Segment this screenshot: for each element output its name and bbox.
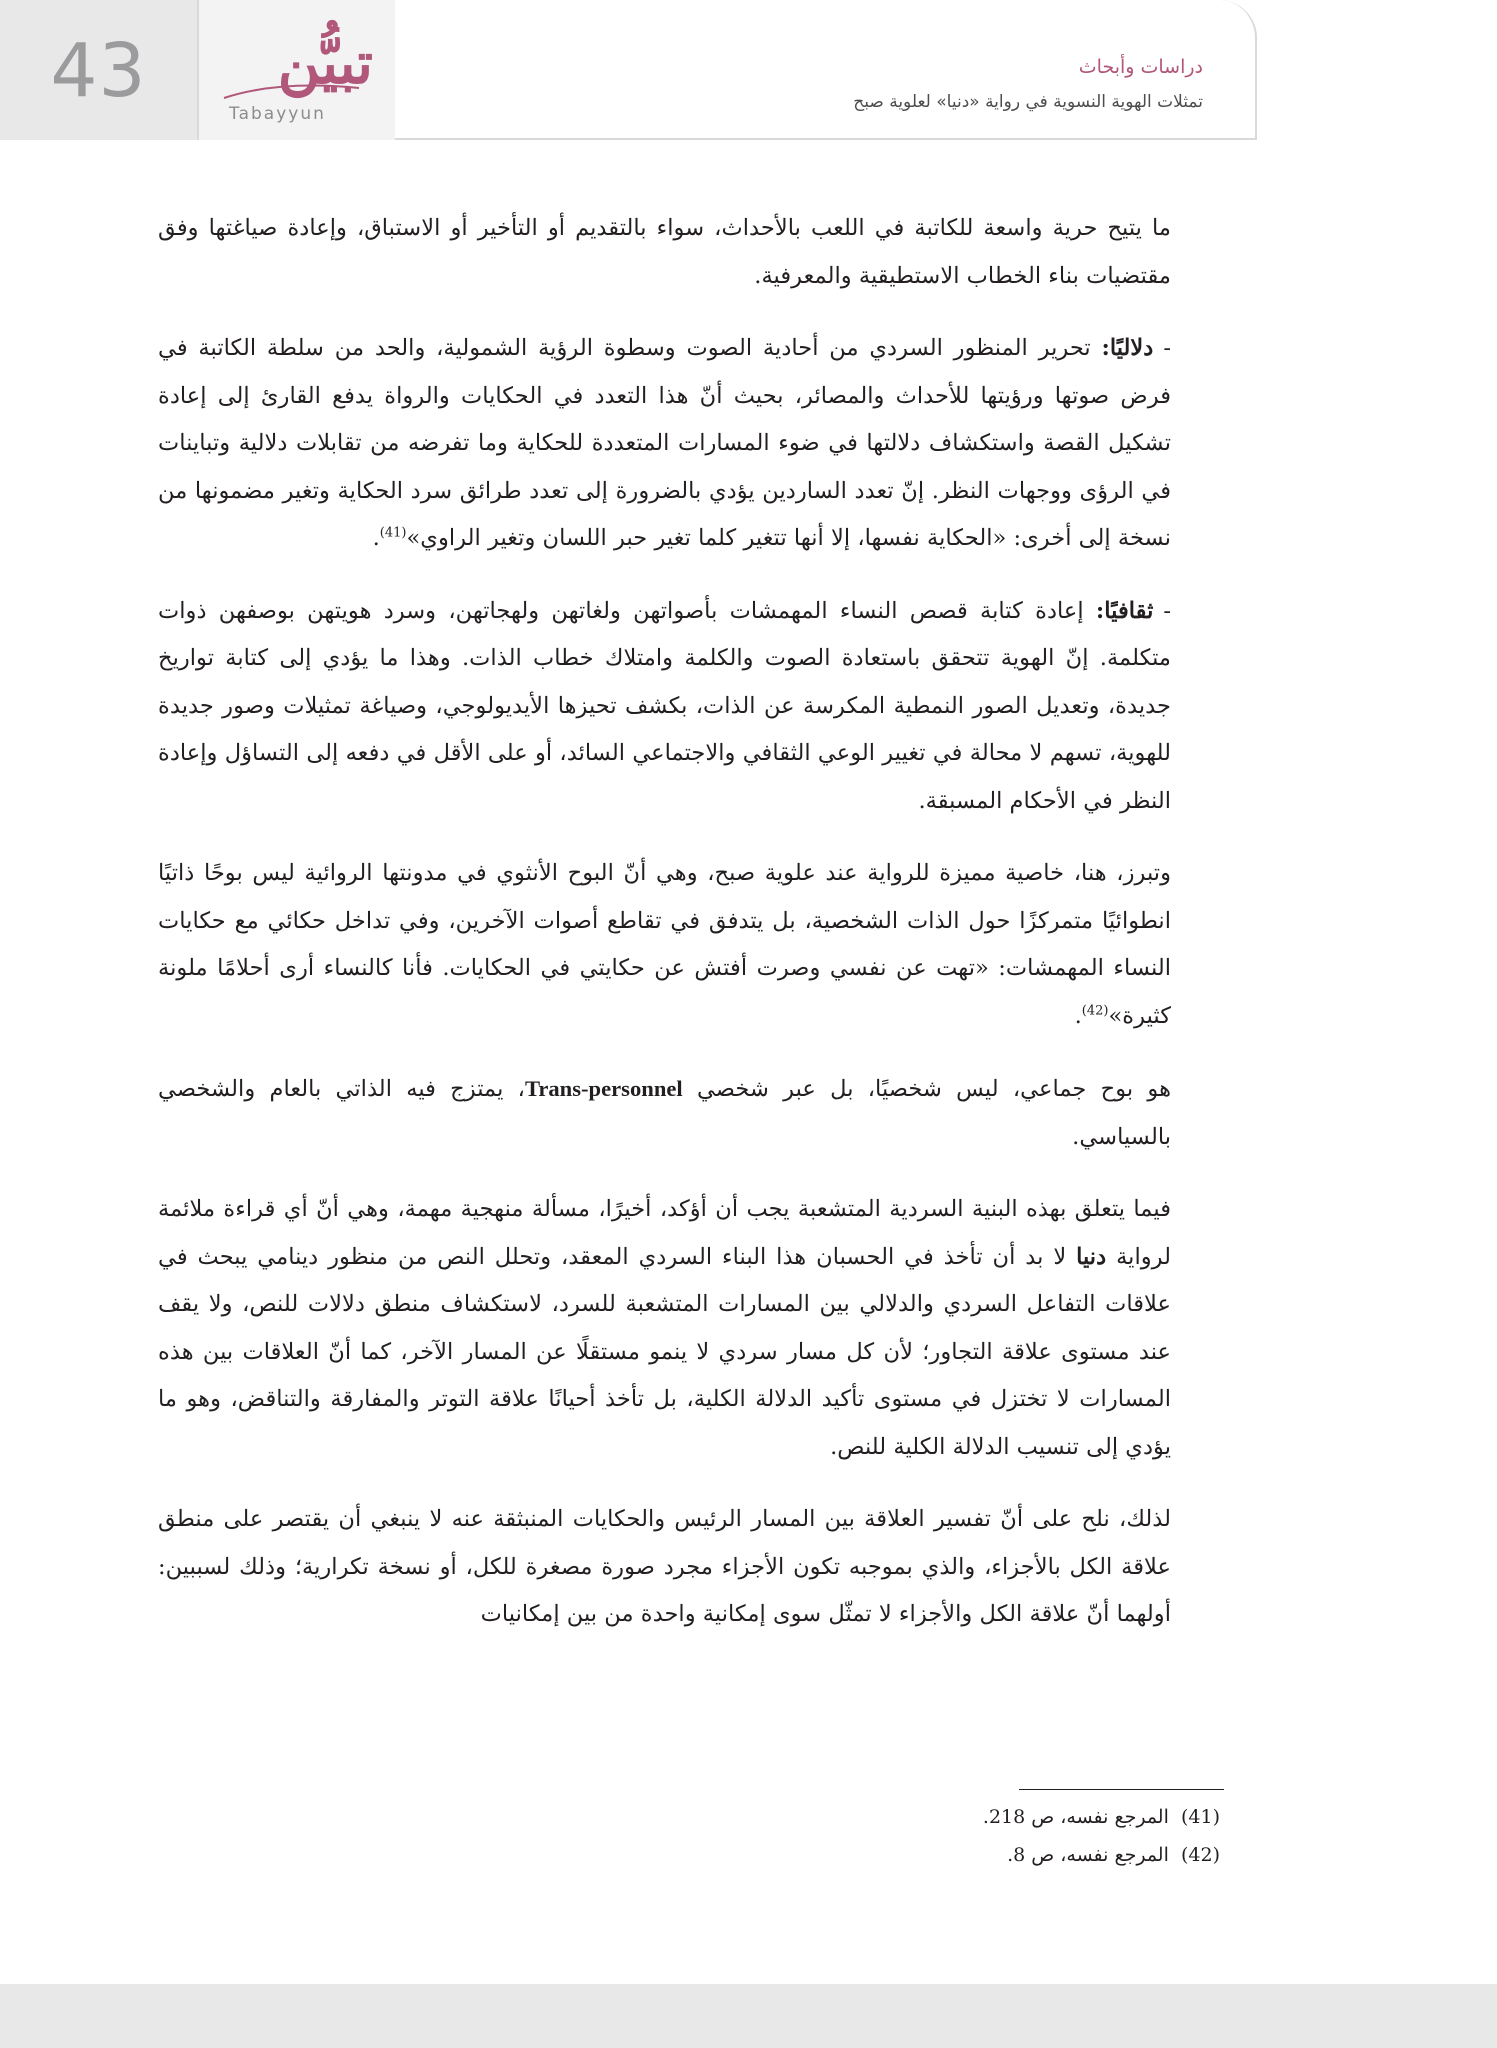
- bullet-semantic: -دلاليًا: تحرير المنظور السردي من أحادية الصوت وسطوة الرؤية الشمولية، والحد من سلطة الكاتبة في فرض صوتها ورؤيتها للأحداث والمصائر، بحيث أنّ هذا التعدد في الحكايات والرواة يدفع القارئ إلى إعادة تشكيل القصة واستكشاف دلالتها في ضوء المسارات المتعددة للحكاية وما تفرضه من تقابلات دلالية وتباينات في الرؤى ووجهات النظر. إنّ تعدد الساردين يؤدي بالضرورة إلى تعدد طرائق سرد الحكاية وتغير مضمونها من نسخة إلى أخرى: «الحكاية نفسها، إلا أنها تتغير كلما تغير حبر اللسان وتغير الراوي»$^{(41)}$.: [158, 335, 1171, 551]
- page-footer-band: [0, 1984, 1497, 2048]
- footnote-ref[interactable]: (42): [1081, 1002, 1109, 1018]
- footnote-number: (42): [1180, 1844, 1220, 1866]
- bullet-dash: -: [1163, 335, 1171, 361]
- page-number-box: [0, 0, 197, 140]
- foreign-term: Trans-personnel: [524, 1076, 683, 1101]
- footnote-text: المرجع نفسه، ص 218.: [982, 1806, 1169, 1828]
- footnote-ref[interactable]: (41): [379, 525, 407, 541]
- footnotes: [700, 1798, 1220, 1874]
- footnote-divider: [1019, 1789, 1224, 1790]
- page-number: 43: [50, 28, 147, 114]
- bullet-dash: -: [1163, 597, 1172, 624]
- logo-arabic-text: تبيُّن: [277, 29, 373, 97]
- paragraph-text: ، يمتزج فيه الذاتي بالعام والشخصي بالسياسي.: [158, 1076, 1171, 1150]
- bullet-cultural: [158, 588, 1171, 826]
- footnote-41: [700, 1798, 1220, 1836]
- footnote-42: [700, 1836, 1220, 1874]
- paragraph-4: [158, 1186, 1171, 1471]
- bullet-label: ثقافيًا:: [1095, 597, 1154, 624]
- section-label: دراسات وأبحاث: [1078, 56, 1203, 78]
- footnote-text: المرجع نفسه، ص 8.: [1007, 1844, 1169, 1866]
- footnote-number: (41): [1180, 1806, 1220, 1828]
- paragraph-3: [158, 1065, 1171, 1161]
- bullet-label: دلاليًا:: [1101, 335, 1154, 361]
- paragraph-2: وتبرز، هنا، خاصية مميزة للرواية عند علوية صبح، وهي أنّ البوح الأنثوي في مدونتها الروائية ليس بوحًا ذاتيًا انطوائيًا متمركزًا حول الذات الشخصية، بل يتدفق في تقاطع أصوات الآخرين، وفي تداخل حكائي مع حكايات النساء المهمشات: «تهت عن نفسي وصرت أفتش عن حكايتي في الحكايات. فأنا كالنساء أرى أحلامًا ملونة كثيرة»$^{(42)}$.: [158, 860, 1171, 1029]
- page-header: [0, 0, 1497, 140]
- header-title-box: [395, 0, 1257, 140]
- paragraph-text: فيما يتعلق بهذه البنية السردية المتشعبة يجب أن أؤكد، أخيرًا، مسألة منهجية مهمة، وهي أنّ أي قراءة ملائمة لرواية: [158, 1196, 1172, 1270]
- journal-logo: [197, 0, 395, 140]
- bullet-text: تحرير المنظور السردي من أحادية الصوت وسطوة الرؤية الشمولية، والحد من سلطة الكاتبة في فرض صوتها ورؤيتها للأحداث والمصائر، بحيث أنّ هذا التعدد في الحكايات والرواة يدفع القارئ إلى إعادة تشكيل القصة واستكشاف دلالتها في ضوء المسارات المتعددة للحكاية وما تفرضه من تقابلات دلالية وتباينات في الرؤى ووجهات النظر. إنّ تعدد الساردين يؤدي بالضرورة إلى تعدد طرائق سرد الحكاية وتغير مضمونها من نسخة إلى أخرى: «الحكاية نفسها، إلا أنها تتغير كلما تغير حبر اللسان وتغير الراوي»: [158, 335, 1171, 551]
- article-body: [158, 205, 1171, 1664]
- paragraph-text: هو بوح جماعي، ليس شخصيًا، بل عبر شخصي: [696, 1076, 1171, 1102]
- logo-latin-text: Tabayyun: [229, 104, 326, 124]
- paragraph-text: لا بد أن تأخذ في الحسبان هذا البناء السردي المعقد، وتحلل النص من منظور دينامي يبحث في علاقات التفاعل السردي والدلالي بين المسارات المتشعبة للسرد، لاستكشاف منطق دلالات للنص، ولا يقف عند مستوى علاقة التجاور؛ لأن كل مسار سردي لا ينمو مستقلًا عن المسار الآخر، كما أنّ العلاقات بين هذه المسارات لا تختزل في مستوى تأكيد الدلالة الكلية، بل تأخذ أحيانًا علاقة التوتر والمفارقة والتناقض، وهو ما يؤدي إلى تنسيب الدلالة الكلية للنص.: [158, 1243, 1171, 1460]
- paragraph-5: لذلك، نلح على أنّ تفسير العلاقة بين المسار الرئيس والحكايات المنبثقة عنه لا ينبغي أن يقتصر على منطق علاقة الكل بالأجزاء، والذي بموجبه تكون الأجزاء مجرد صورة مصغرة للكل، أو نسخة تكرارية؛ وذلك لسببين: أولهما أنّ علاقة الكل والأجزاء لا تمثّل سوى إمكانية واحدة من بين إمكانيات: [158, 1506, 1171, 1627]
- paragraph-1: ما يتيح حرية واسعة للكاتبة في اللعب بالأحداث، سواء بالتقديم أو التأخير أو الاستباق، وإعادة صياغتها وفق مقتضيات بناء الخطاب الاستطيقية والمعرفية.: [158, 215, 1171, 289]
- running-article-title: تمثلات الهوية النسوية في رواية «دنيا» لعلوية صبح: [853, 92, 1203, 112]
- paragraph-text: وتبرز، هنا، خاصية مميزة للرواية عند علوية صبح، وهي أنّ البوح الأنثوي في مدونتها الروائية ليس بوحًا ذاتيًا انطوائيًا متمركزًا حول الذات الشخصية، بل يتدفق في تقاطع أصوات الآخرين، وفي تداخل حكائي مع حكايات النساء المهمشات: «تهت عن نفسي وصرت أفتش عن حكايتي في الحكايات. فأنا كالنساء أرى أحلامًا ملونة كثيرة»: [158, 860, 1171, 1029]
- novel-title: دنيا: [1076, 1243, 1107, 1270]
- bullet-text: إعادة كتابة قصص النساء المهمشات بأصواتهن ولغاتهن ولهجاتهن، وسرد هويتهن بوصفهن ذوات متكلمة. إنّ الهوية تتحقق باستعادة الصوت والكلمة وامتلاك خطاب الذات. وهذا ما يؤدي إلى كتابة تواريخ جديدة، وتعديل الصور النمطية المكرسة عن الذات، بكشف تحيزها الأيديولوجي، وصياغة تمثيلات وصور جديدة للهوية، تسهم لا محالة في تغيير الوعي الثقافي والاجتماعي السائد، أو على الأقل في دفعه إلى التساؤل وإعادة النظر في الأحكام المسبقة.: [158, 597, 1171, 814]
